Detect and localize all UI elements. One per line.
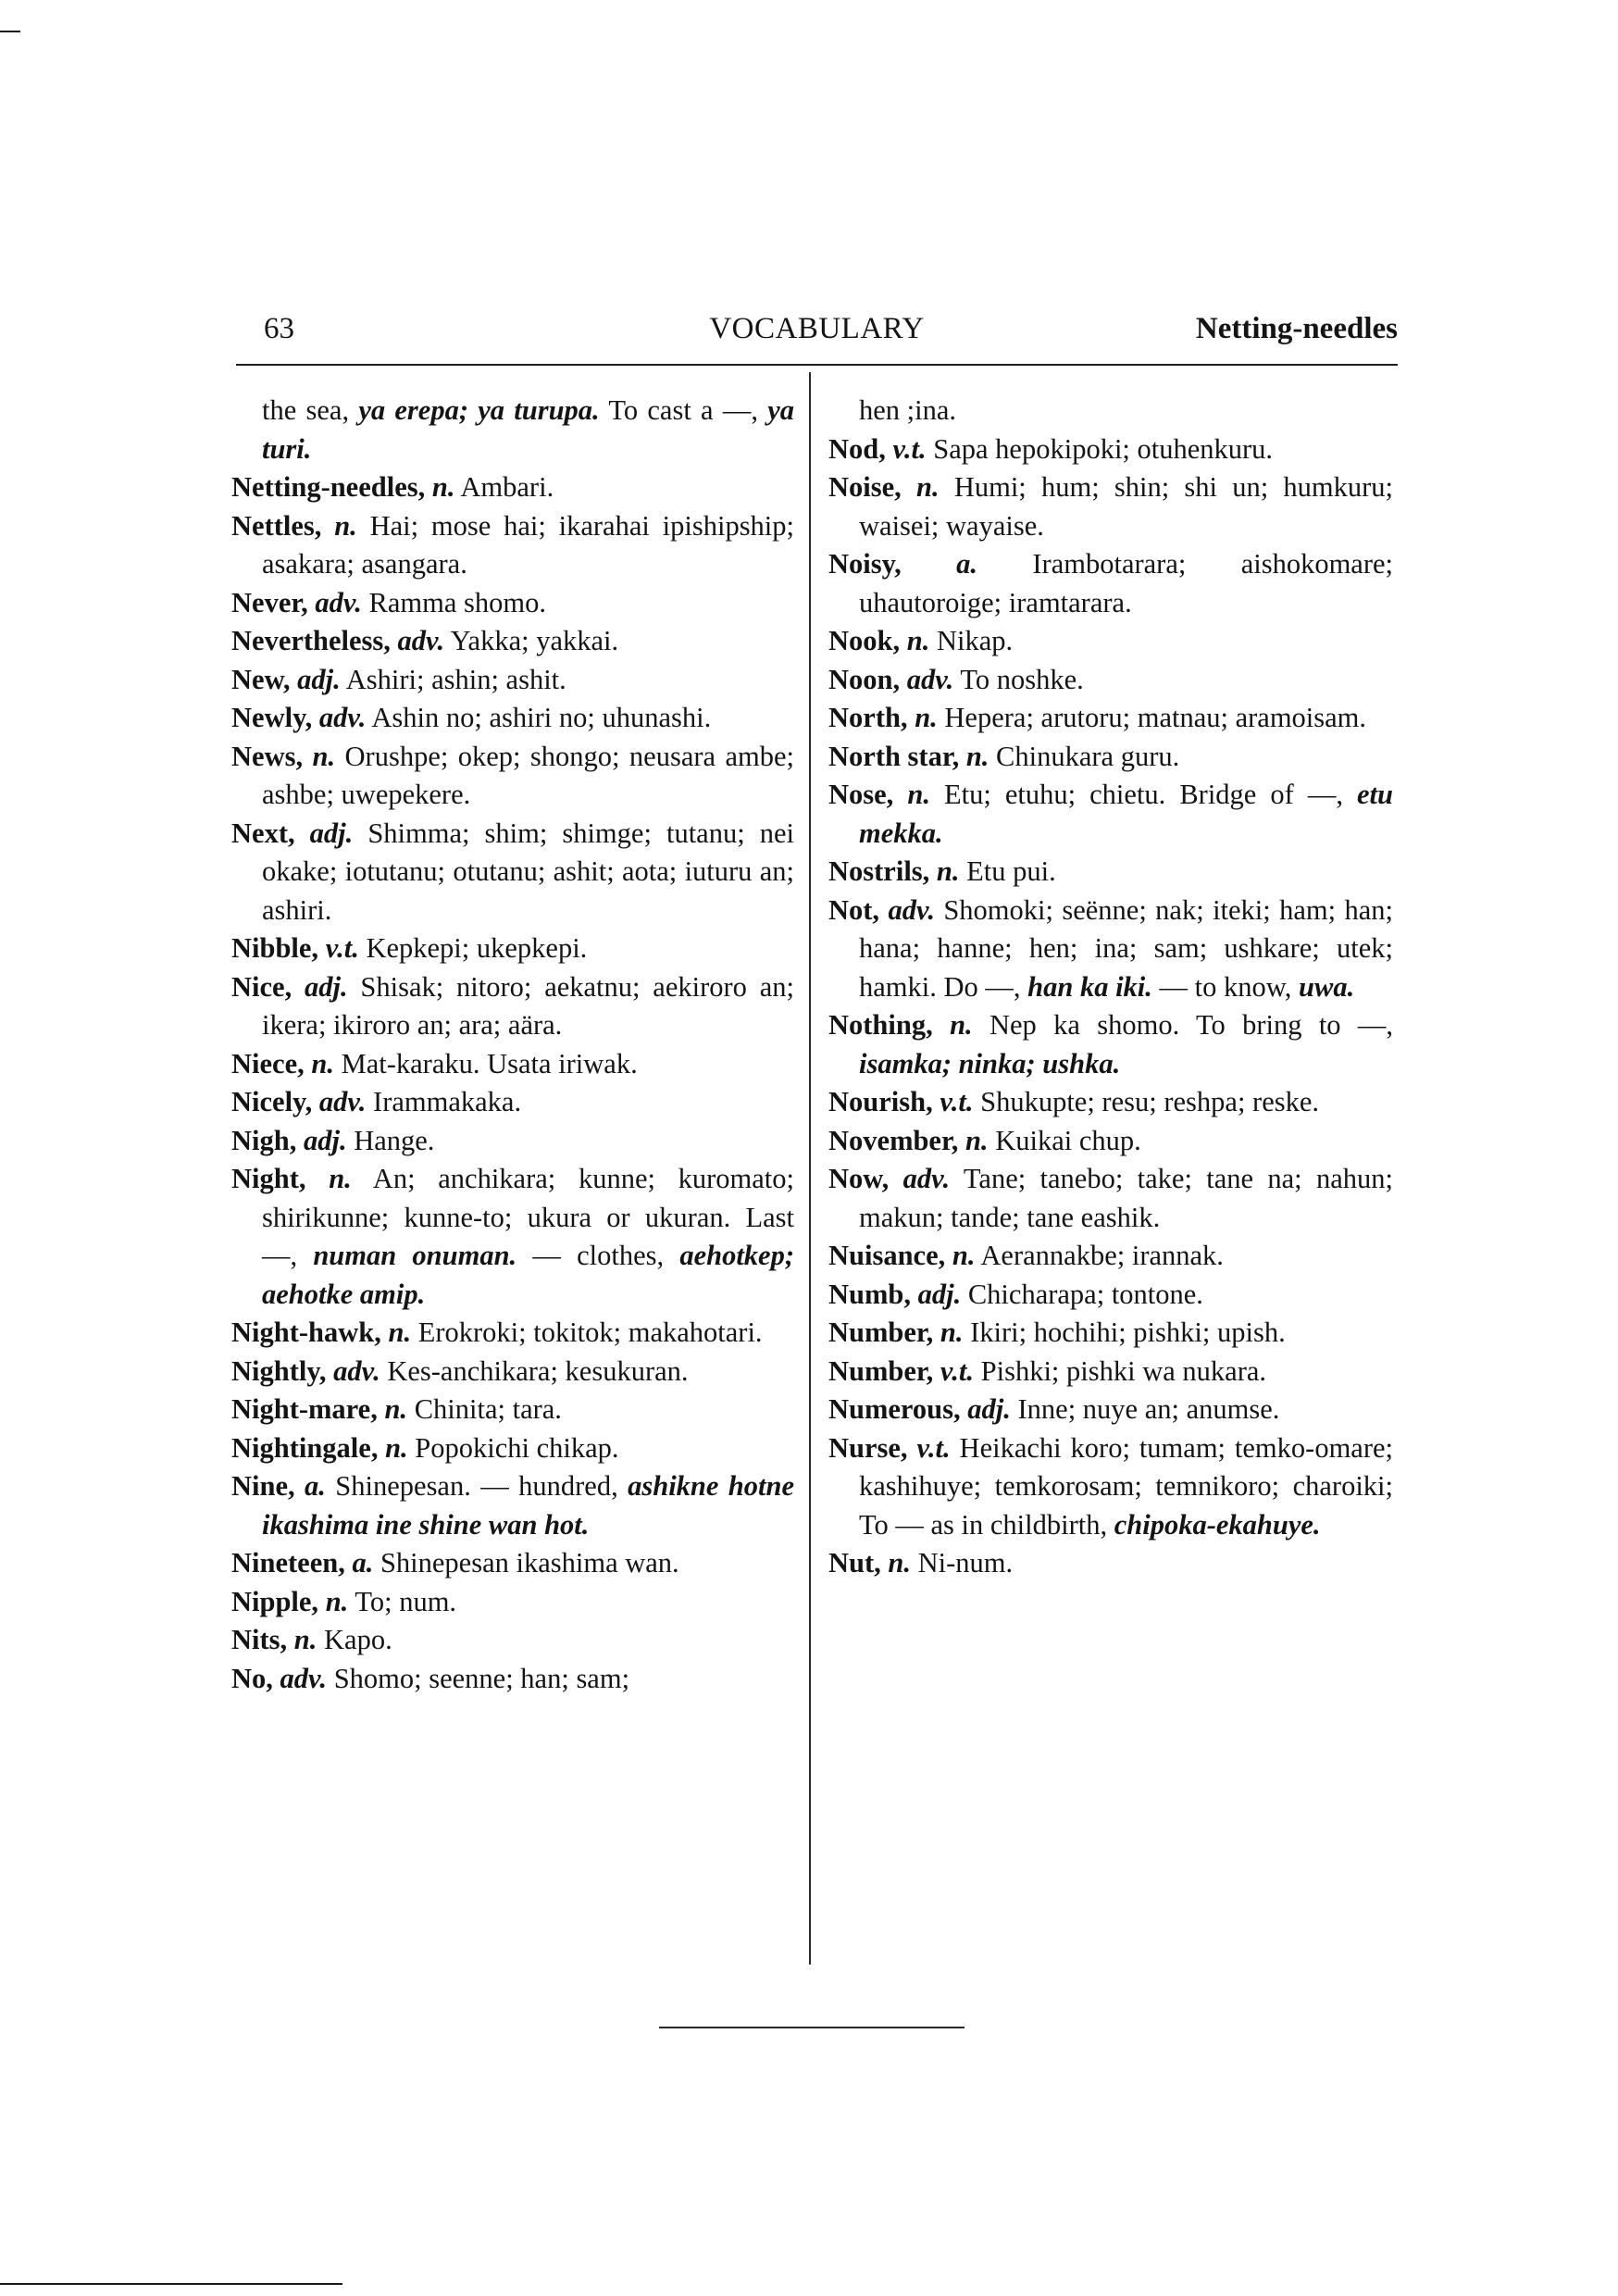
left-column: [231, 392, 794, 1698]
part-of-speech: n.: [293, 1624, 317, 1655]
definition-text: [287, 1624, 294, 1655]
dictionary-entry: [231, 622, 794, 661]
part-of-speech: n.: [888, 1547, 911, 1578]
definition-text: [273, 1663, 280, 1694]
ainu-phrase: numan onuman.: [313, 1240, 517, 1271]
part-of-speech: adj.: [297, 663, 341, 695]
definition-text: Nikap.: [929, 625, 1014, 656]
ainu-phrase: chipoka-ekahuye.: [1114, 1508, 1321, 1541]
definition-text: [296, 1125, 304, 1156]
corner-mark-top: [0, 31, 20, 32]
part-of-speech: adv.: [318, 702, 367, 733]
ainu-phrase: ya erepa; ya turupa.: [358, 394, 600, 426]
part-of-speech: adv.: [902, 1163, 951, 1194]
headword: Next,: [231, 817, 295, 849]
definition-text: [933, 1316, 940, 1348]
headword: Never,: [231, 586, 308, 618]
part-of-speech: adj.: [309, 817, 354, 849]
definition-text: Kepkepi; ukepkepi.: [358, 932, 588, 964]
dictionary-entry: [231, 1391, 794, 1429]
definition-text: To cast a —,: [599, 394, 768, 426]
header-rule: [236, 364, 1398, 366]
column-divider: [809, 372, 811, 1965]
definition-text: hen ;ina.: [859, 394, 957, 426]
headword: North star,: [828, 740, 960, 772]
definition-text: [312, 1086, 319, 1117]
headword: Nurse,: [828, 1431, 908, 1464]
definition-text: Ikiri; hochihi; pishki; upish.: [963, 1316, 1286, 1348]
part-of-speech: n.: [385, 1431, 408, 1464]
dictionary-entry: [828, 545, 1393, 622]
part-of-speech: adv.: [906, 663, 954, 695]
part-of-speech: n.: [325, 1585, 349, 1617]
headword: Nineteen,: [231, 1547, 345, 1578]
definition-text: Chicharapa; tontone.: [961, 1278, 1203, 1310]
corner-mark-bottom: [0, 2283, 342, 2285]
dictionary-entry: [231, 507, 794, 584]
part-of-speech: n.: [906, 625, 930, 656]
definition-text: Aerannakbe; irannak.: [975, 1240, 1224, 1271]
definition-text: [889, 1163, 902, 1194]
part-of-speech: n.: [312, 740, 336, 772]
dictionary-entry: [828, 892, 1393, 1007]
page-title: VOCABULARY: [709, 312, 925, 345]
definition-text: Ashiri; ashin; ashit.: [340, 663, 566, 695]
definition-text: [893, 779, 907, 810]
dictionary-entry: [231, 930, 794, 968]
dictionary-entry: [231, 1353, 794, 1391]
definition-text: Shomoki; seënne; nak; iteki; ham; han; hana; hanne; hen; ina; sam; ushkare; utek; hamki. Do —,: [859, 893, 1393, 1003]
dictionary-entry: [231, 1314, 794, 1353]
headword: No,: [231, 1662, 273, 1694]
definition-text: Heikachi koro; tumam; temko-omare; kashihuye; temkorosam; temnikoro; charoiki; To — as in childbirth,: [859, 1431, 1393, 1541]
definition-text: Shomo; seenne; han; sam;: [327, 1662, 630, 1694]
dictionary-entry: [231, 699, 794, 738]
definition-text: [318, 932, 326, 964]
definition-text: [318, 1586, 326, 1617]
dictionary-entry: [231, 1045, 794, 1084]
headword: Nine,: [231, 1470, 295, 1502]
footer-rule: [659, 2027, 965, 2028]
definition-text: [958, 1125, 965, 1156]
part-of-speech: a.: [305, 1470, 326, 1502]
definition-text: Shisak; nitoro; aekatnu; aekiroro an; ikera; ikiroro an; ara; aära.: [262, 970, 794, 1041]
headword: Nevertheless,: [231, 625, 391, 656]
part-of-speech: n.: [950, 1009, 973, 1041]
dictionary-entry: [231, 1429, 794, 1468]
headword: Night,: [231, 1163, 306, 1194]
definition-text: the sea,: [262, 394, 359, 426]
dictionary-entry: [231, 1122, 794, 1161]
headword: Number,: [828, 1354, 934, 1387]
headword: Nits,: [231, 1624, 288, 1655]
definition-text: Ni-num.: [911, 1547, 1014, 1578]
dictionary-entry: [828, 1083, 1393, 1122]
definition-text: Shukupte; resu; reshpa; reske.: [973, 1086, 1320, 1117]
part-of-speech: v.t.: [892, 432, 927, 465]
definition-text: Ashin no; ashiri no; uhunashi.: [366, 702, 712, 733]
definition-text: [911, 1279, 918, 1310]
definition-text: [929, 855, 937, 887]
dictionary-entry: [828, 1160, 1393, 1237]
definition-text: Sapa hepokipoki; otuhenkuru.: [926, 432, 1274, 465]
definition-text: — to know,: [1151, 970, 1300, 1003]
page-number: 63: [264, 312, 294, 345]
definition-text: [900, 625, 907, 656]
dictionary-entry: [231, 584, 794, 623]
headword: Netting-needles,: [231, 471, 426, 503]
part-of-speech: n.: [916, 471, 940, 503]
page-header: [236, 308, 1398, 349]
definition-text: [425, 471, 432, 503]
part-of-speech: n.: [388, 1316, 412, 1348]
definition-text: Kuikai chup.: [988, 1124, 1141, 1156]
definition-text: [391, 625, 398, 656]
part-of-speech: n.: [329, 1163, 352, 1194]
dictionary-entry: [231, 1660, 794, 1699]
dictionary-entry: [231, 1621, 794, 1660]
part-of-speech: adv.: [333, 1354, 380, 1387]
headword: Noon,: [828, 663, 901, 695]
dictionary-entry: [231, 968, 794, 1045]
part-of-speech: adv.: [397, 625, 445, 656]
dictionary-entry: [231, 1083, 794, 1122]
definition-text: Irammakaka.: [366, 1086, 522, 1117]
dictionary-entry: [231, 468, 794, 507]
definition-text: Nep ka shomo. To bring to —,: [972, 1009, 1394, 1041]
definition-text: [292, 971, 305, 1003]
headword: Nettles,: [231, 509, 322, 542]
headword: Nice,: [231, 970, 292, 1003]
dictionary-entry: [231, 1583, 794, 1622]
part-of-speech: v.t.: [940, 1086, 974, 1117]
dictionary-entry: [231, 1160, 794, 1314]
dictionary-entry: [231, 1544, 794, 1583]
definition-text: [303, 741, 312, 772]
definition-text: [378, 1432, 385, 1464]
definition-text: [933, 1009, 950, 1041]
definition-text: [902, 548, 956, 580]
part-of-speech: n.: [965, 740, 989, 772]
definition-text: Hange.: [346, 1124, 435, 1156]
definition-text: Kapo.: [317, 1624, 392, 1655]
headword: Nothing,: [828, 1009, 933, 1041]
dictionary-entry: [828, 1122, 1393, 1161]
part-of-speech: v.t.: [940, 1354, 975, 1387]
ainu-phrase: han ka iki.: [1027, 970, 1152, 1003]
dictionary-entry: [828, 699, 1393, 738]
headword: Numb,: [828, 1278, 911, 1310]
dictionary-entry: [828, 661, 1393, 700]
definition-text: Orushpe; okep; shongo; neusara ambe; ashbe; uwepekere.: [262, 740, 794, 810]
headword: Nicely,: [231, 1086, 313, 1117]
definition-text: Hai; mose hai; ikarahai ipishipship; asakara; asangara.: [262, 509, 795, 580]
ainu-phrase: aehotkep; aehotke amip.: [262, 1240, 794, 1310]
part-of-speech: adv.: [318, 1086, 367, 1117]
part-of-speech: n.: [311, 1047, 334, 1079]
headword: Night-mare,: [231, 1393, 378, 1425]
ainu-phrase: ya turi.: [262, 394, 794, 465]
definition-text: Mat-karaku. Usata iriwak.: [333, 1047, 638, 1079]
headword: Noise,: [828, 471, 902, 503]
headword: Not,: [828, 893, 880, 926]
headword: Nipple,: [231, 1585, 319, 1617]
dictionary-entry: [828, 430, 1393, 469]
definition-text: Pishki; pishki wa nukara.: [974, 1354, 1267, 1387]
dictionary-entry: [828, 1314, 1393, 1353]
part-of-speech: n.: [907, 779, 930, 810]
running-head: Netting-needles: [1195, 312, 1398, 345]
part-of-speech: a.: [352, 1547, 374, 1578]
part-of-speech: adv.: [315, 586, 362, 618]
headword: Nook,: [828, 625, 901, 656]
dictionary-entry: [828, 622, 1393, 661]
headword: Number,: [828, 1316, 934, 1348]
dictionary-entry: [231, 1467, 794, 1544]
definition-text: [908, 1432, 917, 1464]
part-of-speech: n.: [952, 1240, 976, 1271]
dictionary-entry: [828, 468, 1393, 545]
definition-text: Shinepesan ikashima wan.: [373, 1547, 679, 1578]
ainu-phrase: ashikne hotne ikashima ine shine wan hot.: [262, 1470, 794, 1541]
headword: News,: [231, 740, 304, 772]
definition-text: Chinukara guru.: [989, 740, 1180, 772]
definition-text: Hepera; arutoru; matnau; aramoisam.: [937, 702, 1367, 733]
definition-text: [933, 1355, 940, 1387]
ainu-phrase: uwa.: [1299, 970, 1355, 1003]
definition-text: [295, 1470, 305, 1502]
dictionary-entry: [231, 738, 794, 815]
definition-text: Inne; nuye an; anumse.: [1010, 1393, 1280, 1425]
headword: Nightingale,: [231, 1431, 379, 1464]
definition-text: [321, 510, 334, 542]
definition-text: — clothes,: [517, 1240, 680, 1271]
part-of-speech: v.t.: [325, 932, 359, 964]
definition-text: Kes-anchikara; kesukuran.: [380, 1354, 689, 1387]
part-of-speech: n.: [915, 702, 938, 733]
dictionary-entry: [828, 1353, 1393, 1391]
headword: Nourish,: [828, 1086, 933, 1117]
headword: Nibble,: [231, 932, 319, 964]
entry-continuation: [231, 392, 794, 468]
ainu-phrase: isamka; ninka; ushka.: [859, 1047, 1121, 1079]
dictionary-entry: [828, 1276, 1393, 1315]
part-of-speech: n.: [936, 855, 960, 887]
headword: Night-hawk,: [231, 1316, 381, 1348]
dictionary-entry: [231, 815, 794, 930]
definition-text: [886, 433, 893, 465]
entry-continuation: [828, 392, 1393, 430]
definition-text: Yakka; yakkai.: [444, 625, 619, 656]
headword: Noisy,: [828, 548, 902, 580]
headword: November,: [828, 1124, 959, 1156]
definition-text: [312, 702, 319, 733]
headword: Nigh,: [231, 1124, 297, 1156]
part-of-speech: adj.: [917, 1278, 962, 1310]
headword: Nuisance,: [828, 1240, 946, 1271]
dictionary-entry: [828, 1544, 1393, 1583]
definition-text: Ramma shomo.: [361, 586, 546, 618]
dictionary-entry: [828, 1391, 1393, 1429]
definition-text: Etu pui.: [959, 855, 1056, 887]
definition-text: Erokroki; tokitok; makahotari.: [411, 1316, 763, 1348]
definition-text: To; num.: [348, 1585, 457, 1617]
dictionary-entry: [231, 661, 794, 700]
definition-text: [959, 741, 966, 772]
headword: Nut,: [828, 1547, 881, 1578]
dictionary-entry: [828, 853, 1393, 892]
definition-text: Irambotarara; aishokomare; uhautoroige; iramtarara.: [859, 548, 1394, 618]
definition-text: Chinita; tara.: [407, 1393, 562, 1425]
ainu-phrase: etu mekka.: [859, 779, 1393, 849]
part-of-speech: a.: [956, 548, 978, 580]
headword: Newly,: [231, 702, 313, 733]
definition-text: Ambari.: [454, 471, 554, 503]
dictionary-entry: [828, 738, 1393, 777]
part-of-speech: adv.: [888, 893, 935, 926]
headword: Now,: [828, 1163, 890, 1194]
part-of-speech: adj.: [967, 1393, 1011, 1425]
definition-text: Tane; tanebo; take; tane na; nahun; makun; tande; tane eashik.: [859, 1163, 1393, 1233]
part-of-speech: v.t.: [916, 1431, 951, 1464]
definition-text: [306, 1163, 330, 1194]
definition-text: To noshke.: [953, 663, 1084, 695]
part-of-speech: n.: [384, 1393, 408, 1425]
definition-text: [945, 1240, 952, 1271]
part-of-speech: adj.: [305, 970, 348, 1003]
headword: Nose,: [828, 779, 894, 810]
definition-text: [295, 817, 310, 849]
definition-text: [900, 664, 907, 695]
dictionary-entry: [828, 776, 1393, 853]
definition-text: Humi; hum; shin; shi un; humkuru; waisei; wayaise.: [859, 471, 1394, 542]
headword: Niece,: [231, 1047, 305, 1079]
headword: North,: [828, 702, 908, 733]
right-column: [828, 392, 1393, 1583]
dictionary-entry: [828, 1237, 1393, 1276]
definition-text: [902, 471, 916, 503]
part-of-speech: n.: [940, 1316, 964, 1348]
definition-text: An; anchikara; kunne; kuromato; shirikunne; kunne-to; ukura or ukuran. Last —,: [262, 1163, 795, 1271]
definition-text: Shinepesan. — hundred,: [325, 1470, 629, 1502]
definition-text: Popokichi chikap.: [407, 1431, 619, 1464]
part-of-speech: n.: [334, 509, 357, 542]
headword: Nostrils,: [828, 855, 930, 887]
dictionary-entry: [828, 1006, 1393, 1083]
part-of-speech: adj.: [303, 1124, 347, 1156]
headword: Numerous,: [828, 1393, 961, 1425]
part-of-speech: n.: [965, 1124, 989, 1156]
dictionary-entry: [828, 1429, 1393, 1545]
definition-text: Etu; etuhu; chietu. Bridge of —,: [929, 779, 1358, 810]
definition-text: Shimma; shim; shimge; tutanu; nei okake; iotutanu; otutanu; ashit; aota; iuturu an; ashiri.: [262, 817, 794, 926]
headword: Nightly,: [231, 1354, 327, 1387]
headword: Nod,: [828, 432, 886, 465]
headword: New,: [231, 663, 291, 695]
part-of-speech: adv.: [280, 1662, 328, 1694]
part-of-speech: n.: [431, 471, 455, 503]
